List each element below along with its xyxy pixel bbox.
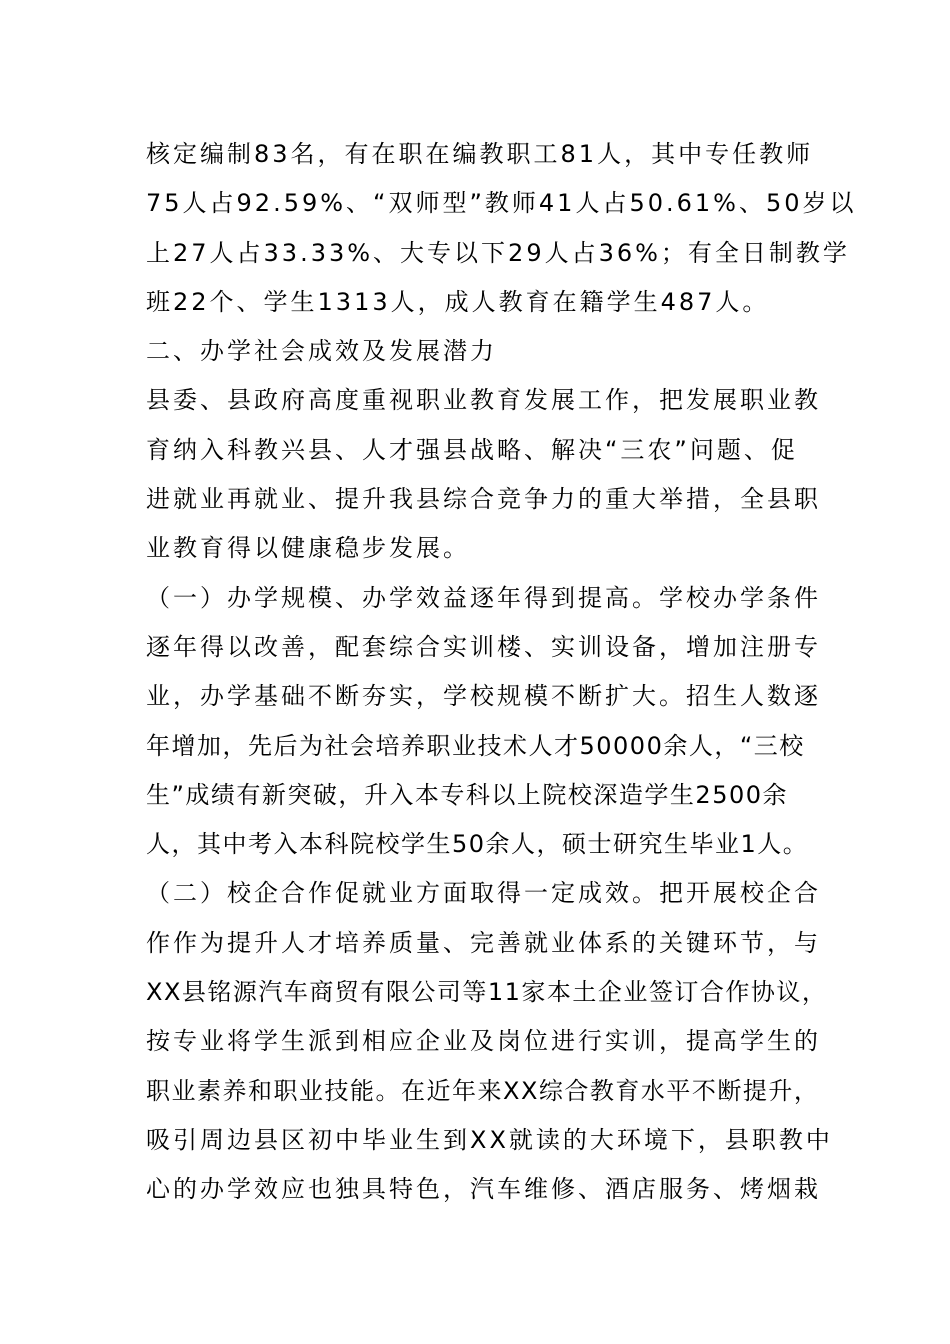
text-line-6: 县委、县政府高度重视职业教育发展工作，把发展职业教	[146, 386, 821, 415]
text-line-22: 心的办学效应也独具特色，汽车维修、酒店服务、烤烟栽	[146, 1175, 821, 1204]
text-line-9: 业教育得以健康稳步发展。	[146, 534, 470, 563]
text-line-4: 班22个、学生1313人，成人教育在籍学生487人。	[146, 287, 770, 316]
text-line-8: 进就业再就业、提升我县综合竞争力的重大举措，全县职	[146, 485, 821, 514]
text-line-7: 育纳入科教兴县、人才强县战略、解决“三农”问题、促	[146, 435, 798, 464]
text-line-2: 75人占92.59%、“双师型”教师41人占50.61%、50岁以	[146, 189, 857, 218]
text-line-18: XX县铭源汽车商贸有限公司等11家本土企业签订合作协议，	[146, 978, 828, 1007]
text-line-19: 按专业将学生派到相应企业及岗位进行实训，提高学生的	[146, 1027, 821, 1056]
text-line-11: 逐年得以改善，配套综合实训楼、实训设备，增加注册专	[146, 632, 821, 661]
text-line-3: 上27人占33.33%、大专以下29人占36%；有全日制教学	[146, 238, 850, 267]
section-heading: 二、办学社会成效及发展潜力	[146, 337, 497, 366]
text-line-12: 业，办学基础不断夯实，学校规模不断扩大。招生人数逐	[146, 682, 821, 711]
text-line-1: 核定编制83名，有在职在编教职工81人，其中专任教师	[146, 140, 814, 168]
text-line-20: 职业素养和职业技能。在近年来XX综合教育水平不断提升，	[146, 1076, 820, 1105]
text-line-17: 作作为提升人才培养质量、完善就业体系的关键环节，与	[146, 928, 821, 957]
text-line-21: 吸引周边县区初中毕业生到XX就读的大环境下，县职教中	[146, 1125, 833, 1154]
body-text	[146, 130, 857, 1215]
subsection-one-start: （一）办学规模、办学效益逐年得到提高。学校办学条件	[146, 583, 821, 612]
text-line-13: 年增加，先后为社会培养职业技术人才50000余人，“三校	[146, 731, 805, 760]
subsection-two-start: （二）校企合作促就业方面取得一定成效。把开展校企合	[146, 879, 821, 908]
text-line-15: 人，其中考入本科院校学生50余人，硕士研究生毕业1人。	[146, 830, 809, 859]
text-line-14: 生”成绩有新突破，升入本专科以上院校深造学生2500余	[146, 780, 789, 809]
